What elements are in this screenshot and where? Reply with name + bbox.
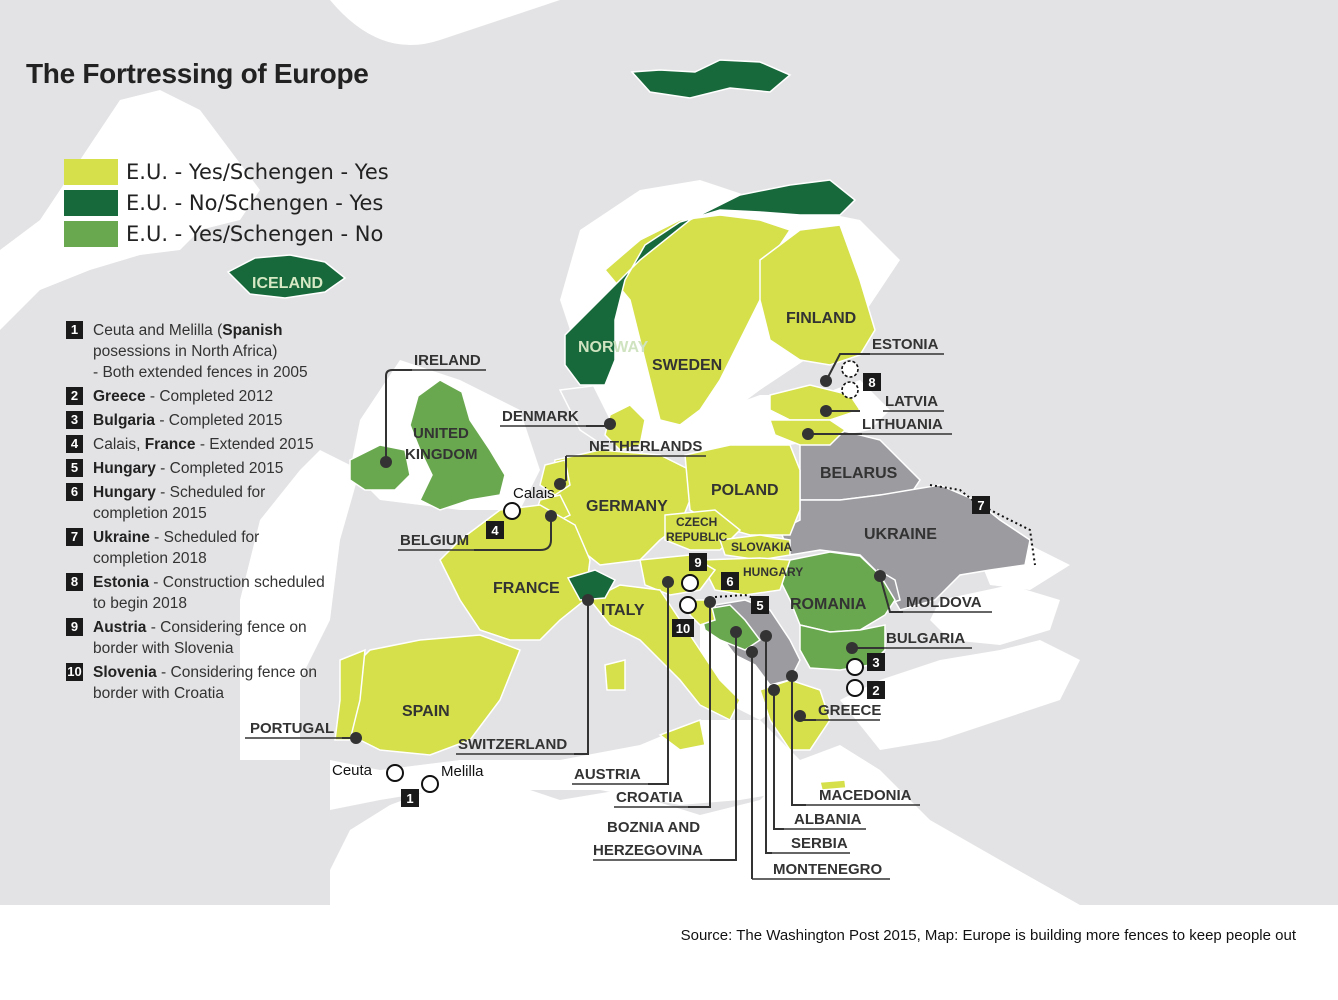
note-number-badge: 8 [66,573,83,591]
svg-text:2: 2 [872,683,880,698]
label-lithuania: LITHUANIA [862,416,943,433]
label-latvia: LATVIA [885,393,939,410]
note-text: Ceuta and Melilla (Spanish posessions in North Africa) - Both extended fences in 2005 [93,322,308,381]
note-number-badge: 6 [66,483,83,501]
marker-7 [972,496,990,514]
page-title: The Fortressing of Europe [26,58,369,89]
legend-item-eu-schengen [64,156,389,187]
label-france: FRANCE [493,580,560,597]
note-number-badge: 7 [66,528,83,546]
note-item [66,410,356,431]
label-moldova: MOLDOVA [906,594,982,611]
svg-text:6: 6 [726,574,734,589]
label-belgium: BELGIUM [400,532,470,549]
label-belarus: BELARUS [820,465,898,482]
label-greece: GREECE [818,702,882,719]
label-portugal: PORTUGAL [250,720,335,737]
note-text: Hungary - Scheduled for completion 2015 [93,484,266,522]
label-switzerland: SWITZERLAND [458,736,568,753]
label-germany: GERMANY [586,498,668,515]
label-bosnia-1: BOZNIA AND [607,819,701,836]
source-caption: Source: The Washington Post 2015, Map: Europe is building more fences to keep people out [680,927,1296,944]
label-italy: ITALY [601,602,645,619]
label-sweden: SWEDEN [652,357,723,374]
label-norway: NORWAY [578,339,649,356]
note-item [66,572,356,614]
city-calais: Calais [513,485,555,502]
label-ukraine: UKRAINE [864,526,937,543]
marker-6 [721,572,739,590]
note-item [66,482,356,524]
svg-text:7: 7 [977,498,985,513]
svg-text:8: 8 [868,375,876,390]
legend-item-eu-nonschengen [64,218,389,249]
label-albania: ALBANIA [794,811,862,828]
legend-swatch [64,190,118,216]
legend-item-noneu-schengen [64,187,389,218]
note-item [66,662,356,704]
svg-text:5: 5 [756,598,764,613]
label-estonia: ESTONIA [872,336,939,353]
legend-swatch [64,221,118,247]
marker-1 [401,789,419,807]
note-text: Calais, France - Extended 2015 [93,436,314,453]
note-number-badge: 3 [66,411,83,429]
note-item [66,617,356,659]
legend-label: E.U. - Yes/Schengen - Yes [126,159,389,184]
city-melilla: Melilla [441,763,484,780]
label-bulgaria: BULGARIA [886,630,966,647]
label-slovakia: SLOVAKIA [731,540,793,554]
note-item [66,458,356,479]
label-netherlands: NETHERLANDS [589,438,703,455]
marker-9 [689,553,707,571]
label-denmark: DENMARK [502,408,579,425]
svg-text:3: 3 [872,655,880,670]
note-number-badge: 4 [66,435,83,453]
marker-3 [867,653,885,671]
legend-swatch [64,159,118,185]
label-macedonia: MACEDONIA [819,787,912,804]
marker-8 [863,373,881,391]
label-czech-1: CZECH [676,515,718,529]
label-bosnia-2: HERZEGOVINA [593,842,704,859]
svg-text:1: 1 [406,791,414,806]
label-austria: AUSTRIA [574,766,641,783]
svg-text:10: 10 [675,621,691,636]
note-text: Bulgaria - Completed 2015 [93,412,283,429]
legend-label: E.U. - No/Schengen - Yes [126,190,384,215]
note-number-badge: 1 [66,321,83,339]
note-text: Austria - Considering fence on border with Slovenia [93,619,307,657]
label-serbia: SERBIA [791,835,848,852]
label-montenegro: MONTENEGRO [773,861,883,878]
note-text: Estonia - Construction scheduled to begin 2018 [93,574,325,612]
marker-4 [486,521,504,539]
note-item [66,434,356,455]
label-uk-2: KINGDOM [405,446,478,463]
note-number-badge: 10 [67,664,82,679]
city-ceuta: Ceuta [332,762,373,779]
note-text: Slovenia - Considering fence on border with Croatia [93,664,318,702]
note-text: Ukraine - Scheduled for completion 2018 [93,529,260,567]
svg-text:4: 4 [491,523,499,538]
marker-5 [751,596,769,614]
svg-text:9: 9 [694,555,702,570]
note-item [66,527,356,569]
note-number-badge: 9 [66,618,83,636]
label-uk-1: UNITED [413,425,469,442]
marker-10 [672,619,694,637]
note-item [66,320,356,383]
legend [64,156,389,249]
fence-notes-list [66,320,356,707]
note-number-badge: 2 [66,387,83,405]
label-hungary: HUNGARY [743,565,804,579]
note-item [66,386,356,407]
label-iceland: ICELAND [252,275,324,292]
label-czech-2: REPUBLIC [666,530,728,544]
label-poland: POLAND [711,482,779,499]
marker-2 [867,681,885,699]
note-text: Greece - Completed 2012 [93,388,274,405]
label-ireland: IRELAND [414,352,481,369]
note-text: Hungary - Completed 2015 [93,460,284,477]
note-number-badge: 5 [66,459,83,477]
label-spain: SPAIN [402,703,450,720]
label-finland: FINLAND [786,310,857,327]
label-romania: ROMANIA [790,596,867,613]
legend-label: E.U. - Yes/Schengen - No [126,221,384,246]
label-croatia: CROATIA [616,789,684,806]
